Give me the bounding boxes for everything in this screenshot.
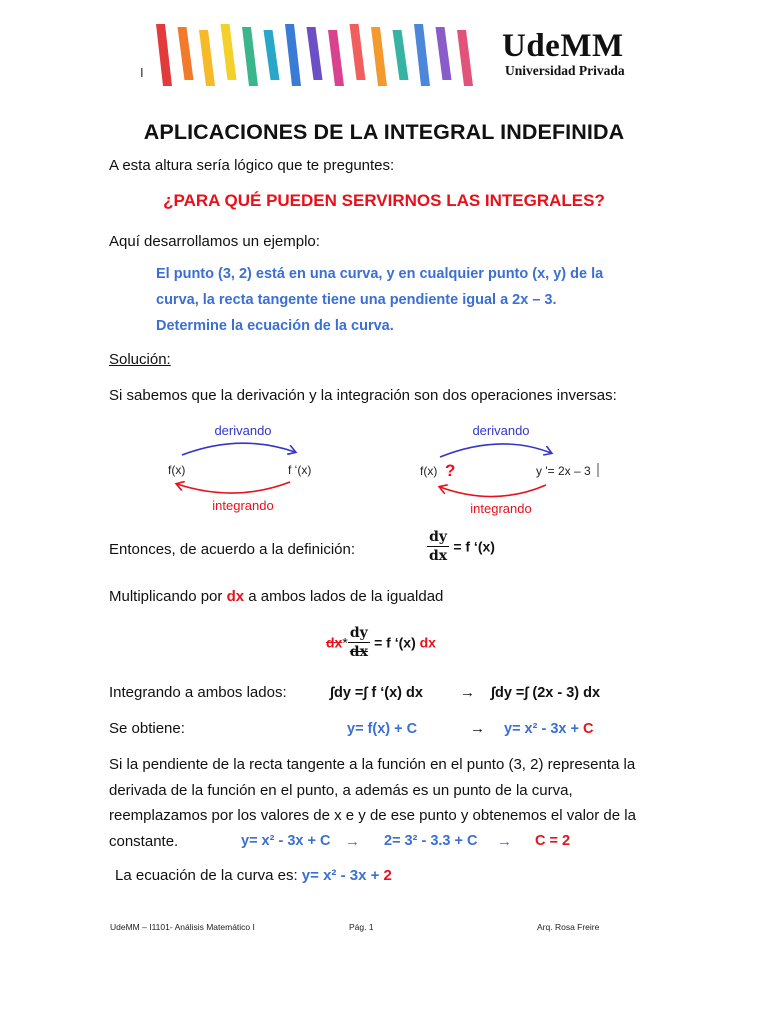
derive-arrow-right <box>440 444 551 457</box>
arrow-2: → <box>470 720 485 737</box>
constant-result: C = 2 <box>535 832 571 849</box>
fx-label-left: f(x) <box>168 463 186 477</box>
stripe <box>328 30 344 86</box>
fprime-label-left: f ‘(x) <box>288 463 312 477</box>
arrow-4: → <box>497 832 512 850</box>
derive-arrow-left <box>182 443 295 455</box>
solution-label: Solución: <box>109 351 171 368</box>
stripe <box>242 27 258 86</box>
stripe <box>371 27 387 86</box>
dy-dx-fraction-cancelled: $\frac{dy}{dx}$ <box>349 625 368 660</box>
integrate-label: Integrando a ambos lados: <box>109 684 287 701</box>
stripe <box>221 24 237 80</box>
specific-integral-equation: y= x² - 3x + C <box>504 721 594 737</box>
integral-equation-2: ∫dy =∫ (2x - 3) dx <box>491 685 601 701</box>
arrow-1: → <box>460 684 475 701</box>
derivando-label-right: derivando <box>472 423 530 438</box>
integral-equation-1: ∫dy =∫ f ‘(x) dx <box>330 685 423 701</box>
arrow-3: → <box>345 832 360 850</box>
example-intro-text: Aquí desarrollamos un ejemplo: <box>109 233 320 250</box>
derivative-definition-equation: $\frac{dy}{dx}$ = f ‘(x) <box>429 529 495 564</box>
header-stripes-graphic <box>150 20 475 92</box>
integrate-arrow-right <box>440 485 546 497</box>
text-cursor-mark: I <box>140 65 144 80</box>
substitution-equation-2: 2= 3² - 3.3 + C <box>384 832 478 849</box>
udemm-logo: UdeMM <box>502 28 624 64</box>
stripe <box>178 27 194 80</box>
stripe <box>199 30 215 86</box>
footer-author: Arq. Rosa Freire <box>537 922 600 932</box>
derivando-label-left: derivando <box>214 423 272 438</box>
general-solution-equation: y= f(x) + C <box>347 721 418 737</box>
derive-integrate-diagram-left <box>150 415 340 520</box>
problem-line-2: curva, la recta tangente tiene una pendiente igual a 2x – 3. <box>156 292 557 308</box>
stripe <box>307 27 323 80</box>
stripe <box>285 24 301 86</box>
substitution-equation-1: y= x² - 3x + C <box>241 832 331 849</box>
stripe <box>156 24 172 86</box>
explanation-paragraph: Si la pendiente de la recta tangente a la función en el punto (3, 2) representa la derivada de la función en el punto, a además es un punto de la curva, reemplazamos por los valores de x e y de ese punto y obtenemos el valor de la constante. y= x² - 3x + C → 2= 3² - 3.3 + C → C = 2 <box>109 752 669 854</box>
dy-dx-fraction: $\frac{dy}{dx}$ <box>429 529 448 564</box>
stripe <box>457 30 473 86</box>
problem-line-1: El punto (3, 2) está en una curva, y en cualquier punto (x, y) de la <box>156 266 604 282</box>
problem-line-3: Determine la ecuación de la curva. <box>156 318 394 334</box>
problem-statement <box>156 261 666 339</box>
integrate-arrow-left <box>177 482 290 493</box>
dx-cancelled-left: dx <box>326 634 343 651</box>
inverse-operations-text: Si sabemos que la derivación y la integración son dos operaciones inversas: <box>109 387 617 404</box>
integrando-label-right: integrando <box>470 501 532 516</box>
obtain-label: Se obtiene: <box>109 720 185 737</box>
stripe <box>264 30 280 80</box>
multiplied-equation: dx* $\frac{dy}{dx}$ = f ‘(x) dx <box>326 625 436 660</box>
final-answer: La ecuación de la curva es: y= x² - 3x + 2 <box>115 867 392 884</box>
stripe <box>350 24 366 80</box>
derive-integrate-diagram-right <box>405 415 620 522</box>
stripe <box>436 27 452 80</box>
intro-text: A esta altura sería lógico que te preguntes: <box>109 157 395 174</box>
page-title: APLICACIONES DE LA INTEGRAL INDEFINIDA <box>143 120 625 144</box>
footer-page-number: Pág. 1 <box>349 922 374 932</box>
question-heading: ¿PARA QUÉ PUEDEN SERVIRNOS LAS INTEGRALES? <box>163 191 605 210</box>
footer-course: UdeMM – I1101- Análisis Matemático I <box>110 922 255 932</box>
yprime-label-right: y '= 2x – 3 <box>536 464 591 478</box>
udemm-logo-subtitle: Universidad Privada <box>505 63 625 78</box>
stripe <box>414 24 430 86</box>
fx-label-right: f(x) <box>420 464 438 478</box>
dx-right: dx <box>419 634 436 651</box>
definition-text: Entonces, de acuerdo a la definición: <box>109 541 355 558</box>
multiply-text: Multiplicando por dx a ambos lados de la igualdad <box>109 588 444 605</box>
stripe <box>393 30 409 80</box>
question-mark-icon: ? <box>445 461 456 480</box>
integrando-label-left: integrando <box>212 498 274 513</box>
